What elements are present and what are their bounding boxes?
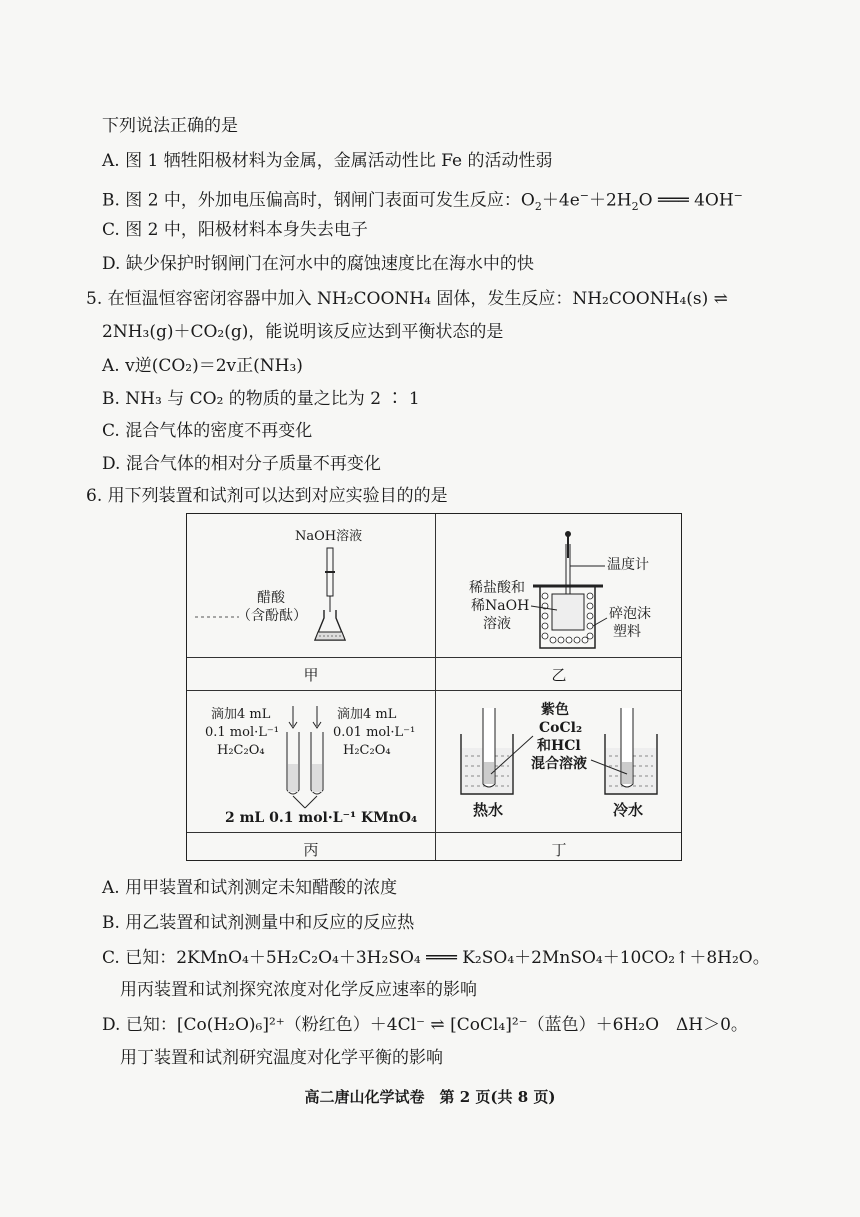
bing-caption: 丙 xyxy=(303,841,319,859)
jia-caption: 甲 xyxy=(303,666,319,684)
bing-left-label-3: H₂C₂O₄ xyxy=(217,743,265,758)
jia-acid-label: 醋酸 xyxy=(257,590,285,606)
q6-option-a: A. 用甲装置和试剂测定未知醋酸的浓度 xyxy=(102,878,398,898)
yi-foam-label-2: 塑料 xyxy=(613,624,641,640)
ding-cold-water-label: 冷水 xyxy=(613,801,644,819)
bing-left-label-2: 0.1 mol·L⁻¹ xyxy=(205,725,279,740)
q5-option-b: B. NH₃ 与 CO₂ 的物质的量之比为 2 ∶ 1 xyxy=(102,389,420,409)
bing-kmno4-label: 2 mL 0.1 mol·L⁻¹ KMnO₄ xyxy=(225,810,418,826)
q5-stem-line2: 2NH₃(g)＋CO₂(g)，能说明该反应达到平衡状态的是 xyxy=(102,322,504,342)
yi-solution-label-3: 溶液 xyxy=(483,616,511,632)
q6-option-c-line1: C. 已知：2KMnO₄＋5H₂C₂O₄＋3H₂SO₄ ═══ K₂SO₄＋2MnSO₄＋10CO₂↑＋8H₂O。 xyxy=(102,948,770,968)
jia-indicator-label: （含酚酞） xyxy=(237,608,307,624)
q6-option-d-line1: D. 已知：[Co(H₂O)₆]²⁺（粉红色）＋4Cl⁻ ⇌ [CoCl₄]²⁻（蓝色）＋6H₂O ΔH＞0。 xyxy=(102,1015,748,1035)
yi-caption: 乙 xyxy=(551,666,567,684)
bing-right-label-1: 滴加4 mL xyxy=(337,707,397,722)
q4-option-d: D. 缺少保护时钢闸门在河水中的腐蚀速度比在海水中的快 xyxy=(102,254,534,274)
q5-stem-line1: 5. 在恒温恒容密闭容器中加入 NH₂COONH₄ 固体，发生反应：NH₂COONH₄(s) ⇌ xyxy=(86,289,728,309)
ding-label-4: 混合溶液 xyxy=(531,756,587,772)
jia-titration-diagram xyxy=(187,514,435,657)
q5-option-a: A. v逆(CO₂)＝2v正(NH₃) xyxy=(102,356,303,376)
yi-solution-label-2: 稀NaOH xyxy=(471,598,530,614)
bing-right-label-2: 0.01 mol·L⁻¹ xyxy=(333,725,416,740)
ding-caption: 丁 xyxy=(551,841,567,859)
bing-left-label-1: 滴加4 mL xyxy=(211,707,271,722)
q5-option-d: D. 混合气体的相对分子质量不再变化 xyxy=(102,454,381,474)
q4-stem: 下列说法正确的是 xyxy=(102,116,238,136)
q4-option-c: C. 图 2 中，阳极材料本身失去电子 xyxy=(102,220,368,240)
q6-option-c-line2: 用丙装置和试剂探究浓度对化学反应速率的影响 xyxy=(120,980,477,1000)
ding-hot-water-label: 热水 xyxy=(473,801,504,819)
bing-right-label-3: H₂C₂O₄ xyxy=(343,743,391,758)
page-footer: 高二唐山化学试卷 第 2 页(共 8 页) xyxy=(304,1088,556,1106)
yi-foam-label-1: 碎泡沫 xyxy=(609,606,651,622)
ding-label-1: 紫色 xyxy=(541,702,569,718)
q5-option-c: C. 混合气体的密度不再变化 xyxy=(102,421,313,441)
q6-option-b: B. 用乙装置和试剂测量中和反应的反应热 xyxy=(102,913,415,933)
yi-solution-label-1: 稀盐酸和 xyxy=(469,580,525,596)
q4-option-b: B. 图 2 中，外加电压偏高时，钢闸门表面可发生反应：$O_2+4e^-+2H_2O$ ═══ 4OH− xyxy=(102,189,743,214)
ding-label-3: 和HCl xyxy=(537,738,581,754)
ding-label-2: CoCl₂ xyxy=(539,720,583,736)
jia-naoh-label: NaOH溶液 xyxy=(295,529,363,544)
q6-option-d-line2: 用丁装置和试剂研究温度对化学平衡的影响 xyxy=(120,1048,443,1068)
apparatus-table xyxy=(186,513,682,861)
yi-thermometer-label: 温度计 xyxy=(607,557,649,573)
q4-option-a: A. 图 1 牺牲阳极材料为金属，金属活动性比 Fe 的活动性弱 xyxy=(102,151,553,171)
q6-stem: 6. 用下列装置和试剂可以达到对应实验目的的是 xyxy=(86,486,448,506)
